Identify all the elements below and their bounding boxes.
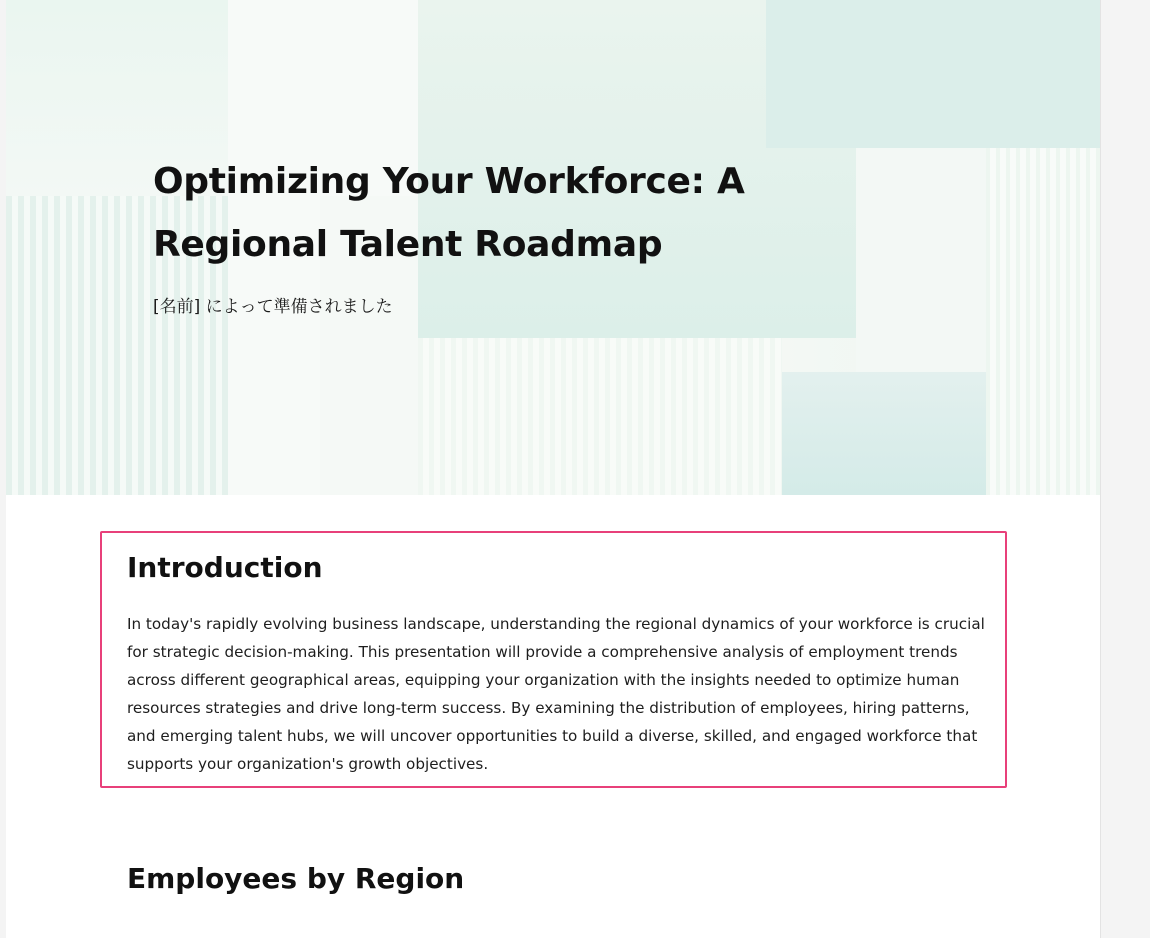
hero-banner xyxy=(6,0,1100,495)
employees-by-region-heading[interactable]: Employees by Region xyxy=(127,862,465,895)
prepared-by-subtitle[interactable]: [名前] によって準備されました xyxy=(153,297,393,317)
introduction-heading[interactable]: Introduction xyxy=(127,551,323,584)
hero-decoration xyxy=(782,372,986,495)
introduction-body[interactable]: In today's rapidly evolving business landscape, understanding the regional dynamics of your workforce is crucial for strategic decision-making. This presentation will provide a comprehensive analysis of employment trends across different geographical areas, equipping your organization with the insights needed to optimize human resources strategies and drive long-term success. By examining the distribution of employees, hiring patterns, and emerging talent hubs, we will uncover opportunities to build a diverse, skilled, and engaged workforce that supports your organization's growth objectives. xyxy=(127,615,985,773)
hero-title-block xyxy=(153,150,913,317)
hero-decoration xyxy=(766,0,1100,148)
hero-decoration xyxy=(418,338,782,495)
introduction-section[interactable] xyxy=(100,531,1007,788)
hero-decoration xyxy=(986,148,1100,495)
document-page xyxy=(6,0,1101,938)
page-title[interactable]: Optimizing Your Workforce: A Regional Talent Roadmap xyxy=(153,161,745,265)
